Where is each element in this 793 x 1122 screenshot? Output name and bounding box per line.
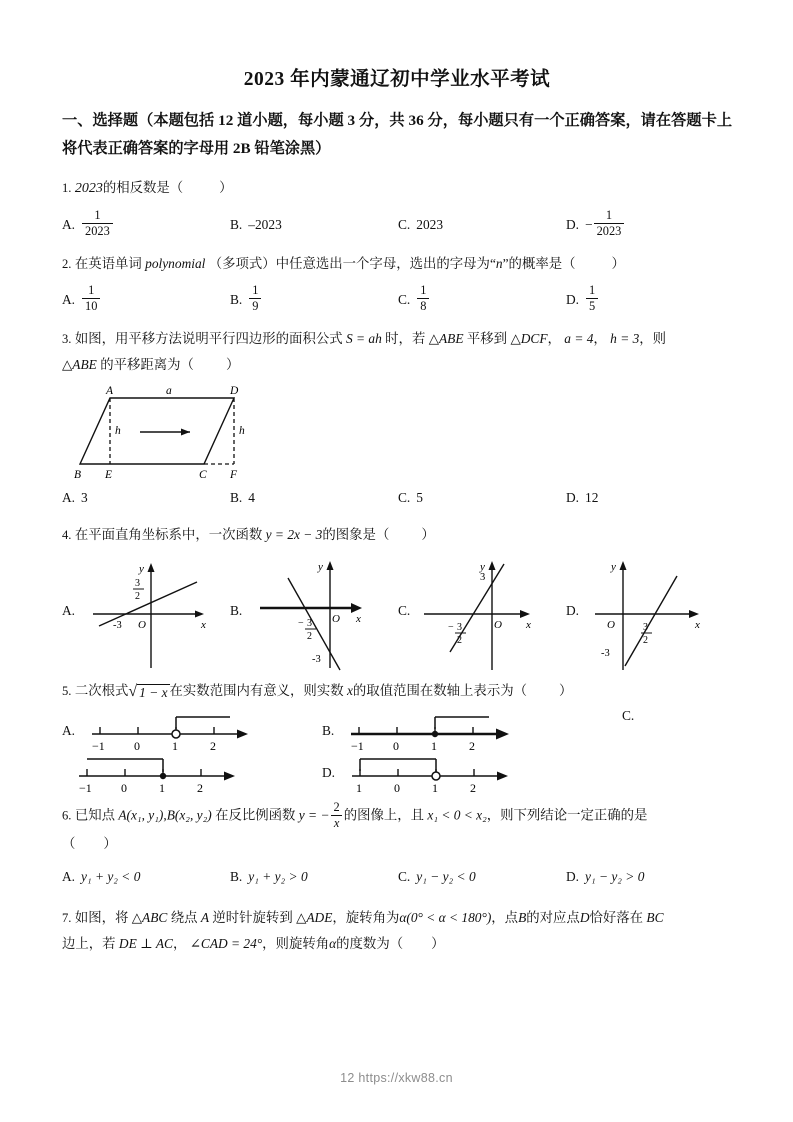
- option-d[interactable]: [566, 488, 734, 508]
- question-4-text-b: 的图象是（: [322, 527, 390, 543]
- question-6-inequality: x₁ < 0 < x₂: [427, 807, 487, 823]
- question-7-range: (0° < α < 180°): [406, 910, 492, 926]
- question-3-formula: S = ah: [345, 331, 382, 347]
- question-6-stem: [62, 802, 732, 857]
- question-7-number: 7.: [62, 911, 72, 926]
- option-a-numerator: 1: [88, 283, 95, 298]
- question-6-comma: ,: [163, 807, 167, 823]
- height-label-right: h: [239, 425, 245, 438]
- y-axis-label: y: [480, 561, 486, 574]
- option-d-numerator: 1: [605, 208, 613, 223]
- option-c-denominator: 8: [417, 298, 429, 313]
- option-a-label: A.: [62, 490, 76, 506]
- graph-option-a[interactable]: [62, 550, 230, 672]
- question-3-number: 3.: [62, 332, 72, 347]
- y-axis-label: y: [318, 561, 324, 574]
- numberline-option-d[interactable]: [322, 750, 554, 796]
- question-7-triangle-abc: △ABC: [131, 910, 168, 926]
- vertex-label-A: A: [106, 385, 114, 398]
- question-3-line-2: [62, 352, 732, 378]
- vertex-label-F: F: [230, 469, 238, 482]
- option-c[interactable]: [398, 488, 566, 508]
- option-d-numerator: 1: [589, 283, 596, 298]
- option-a-label: A.: [62, 291, 76, 307]
- question-7-alpha: α: [399, 910, 407, 926]
- y-intercept-label: 3: [480, 572, 486, 584]
- question-6-point-a: A(x₁, y₁): [118, 807, 164, 823]
- y-intercept-label: -3: [312, 654, 322, 666]
- tick-label-1b: 1: [432, 781, 439, 796]
- question-4-number: 4.: [62, 528, 72, 543]
- option-d-denominator: 2023: [594, 223, 625, 238]
- question-5-variable: x: [346, 683, 353, 699]
- graph-option-a-label: A.: [62, 603, 76, 619]
- question-3-triangle-2: △DCF: [510, 331, 548, 347]
- question-1-options: [62, 210, 732, 239]
- x-intercept-denominator: 2: [457, 635, 463, 647]
- tick-label-neg1: −1: [79, 781, 93, 796]
- question-3-triangle-1: △ABE: [428, 331, 464, 347]
- option-c-numerator: 1: [420, 283, 427, 298]
- page-title: 2023 年内蒙通辽初中学业水平考试: [243, 69, 551, 90]
- graph-option-d-label: D.: [566, 603, 580, 619]
- section-heading: 一、选择题（本题包括 12 道小题，每小题 3 分，共 36 分，每小题只有一个正确答案，请在答题卡上将代表正确答案的字母用 2B 铅笔涂黑）: [62, 112, 732, 158]
- tick-label-2: 2: [210, 739, 217, 754]
- question-4-formula: y = 2x − 3: [265, 527, 323, 543]
- question-2-text-c: ”的概率是（: [502, 256, 576, 272]
- question-6-point-b: B(x₂, y₂): [166, 807, 212, 823]
- option-b[interactable]: [230, 867, 398, 887]
- question-7-sep: ，: [172, 936, 187, 952]
- question-5-text-b: 在实数范围内有意义，则实数: [169, 683, 344, 699]
- option-c-value: y₁ − y₂ < 0: [416, 869, 476, 885]
- graph-option-b[interactable]: [230, 550, 398, 672]
- question-2-options: [62, 285, 732, 314]
- question-6-text-b: 在反比例函数: [215, 807, 296, 823]
- graph-option-c[interactable]: [398, 550, 566, 672]
- option-c-label: C.: [398, 216, 411, 232]
- question-7-angle: ∠CAD = 24°: [189, 936, 263, 952]
- tick-label-1a: 1: [356, 781, 363, 796]
- question-5-radical: [128, 684, 169, 700]
- question-3-text-d: ，则: [639, 331, 667, 347]
- option-a-value: 3: [81, 490, 88, 506]
- option-d-label: D.: [566, 216, 580, 232]
- option-d[interactable]: [566, 285, 734, 314]
- option-a[interactable]: [62, 285, 230, 314]
- question-3-figure: [62, 382, 732, 482]
- tick-label-2: 2: [470, 781, 477, 796]
- height-label-left: h: [115, 425, 121, 438]
- question-7-text-a: 如图，将: [74, 910, 129, 926]
- question-2-text-b: （多项式）中任意选出一个字母，选出的字母为“: [208, 256, 496, 272]
- question-3-a-value: a = 4: [564, 331, 594, 347]
- question-1-value: 2023: [74, 181, 103, 197]
- option-d[interactable]: [566, 867, 734, 887]
- question-4-stem: [62, 522, 732, 548]
- origin-label: O: [607, 619, 615, 632]
- question-7-text-b: 绕点: [170, 910, 198, 926]
- y-intercept-label: -3: [601, 648, 610, 660]
- graph-d-svg: [581, 550, 719, 672]
- x-intercept-numerator: 3: [457, 622, 463, 634]
- numberline-option-c-label-holder[interactable]: [622, 708, 637, 724]
- tick-label-0: 0: [393, 739, 400, 754]
- option-a[interactable]: [62, 488, 230, 508]
- option-c-label: C.: [398, 490, 411, 506]
- numberline-b-svg: [337, 708, 553, 754]
- vertex-label-B: B: [74, 469, 82, 482]
- y-axis-label: y: [611, 561, 616, 574]
- question-5-stem: [62, 678, 732, 704]
- question-7-perpendicular: DE ⊥ AC: [118, 936, 173, 952]
- option-a-fraction: [82, 209, 113, 238]
- question-3-triangle-3: △ABE: [62, 357, 97, 373]
- option-b-label: B.: [230, 216, 243, 232]
- option-b[interactable]: [230, 488, 398, 508]
- x-intercept-numerator: 3: [643, 622, 649, 634]
- y-intercept-denominator: 2: [135, 591, 141, 603]
- graph-option-d[interactable]: [566, 550, 734, 672]
- question-2-stem: [62, 251, 732, 277]
- question-3-text-a: 如图，用平移方法说明平行四边形的面积公式: [74, 331, 343, 347]
- question-7-paren-close: ）: [431, 936, 445, 952]
- question-3-line-1: [62, 326, 732, 352]
- question-5-text-c: 的取值范围在数轴上表示为（: [352, 683, 527, 699]
- question-7-text-d: ，旋转角为: [332, 910, 400, 926]
- option-d-fraction: [594, 209, 625, 238]
- question-7-text-f: 的对应点: [526, 910, 580, 926]
- option-a-value: y₁ + y₂ < 0: [81, 869, 141, 885]
- question-7-triangle-ade: △ADE: [296, 910, 333, 926]
- function-numerator: 2: [333, 800, 340, 815]
- question-3-text-c: 平移到: [466, 331, 508, 347]
- question-5-radicand: 1 − x: [139, 685, 168, 701]
- x-intercept-label: -3: [113, 620, 122, 632]
- option-b-numerator: 1: [252, 283, 259, 298]
- question-7-text-j: 的度数为（: [336, 936, 404, 952]
- option-d-denominator: 5: [586, 298, 598, 313]
- x-intercept-sign: −: [298, 618, 304, 630]
- question-1-number: 1.: [62, 181, 72, 196]
- vertex-label-D: D: [230, 385, 239, 398]
- graph-option-c-label: C.: [398, 603, 411, 619]
- option-d-label: D.: [566, 490, 580, 506]
- numberline-a-svg: [78, 708, 294, 754]
- question-6-number: 6.: [62, 808, 72, 823]
- option-c[interactable]: [398, 867, 566, 887]
- graph-c-svg: [412, 550, 550, 672]
- question-7-point-b: B: [518, 910, 527, 926]
- question-6-text-c: 的图像上，且: [343, 807, 425, 823]
- question-3-sep-2: ，: [593, 331, 607, 347]
- graph-option-b-label: B.: [230, 603, 243, 619]
- option-b-value: y₁ + y₂ > 0: [248, 869, 308, 885]
- option-c-value: 2023: [416, 216, 444, 232]
- graph-b-svg: [244, 550, 382, 672]
- tick-label-1: 1: [172, 739, 179, 754]
- question-7-text-g: 恰好落在: [589, 910, 644, 926]
- question-2-word: polynomial: [145, 256, 206, 272]
- radical-sign: √: [128, 683, 138, 701]
- numberline-option-a[interactable]: [62, 708, 322, 754]
- option-c-value: 5: [416, 490, 423, 506]
- question-7-segment-bc: BC: [646, 910, 664, 926]
- x-intercept-denominator: 2: [643, 635, 649, 647]
- question-7-stem: [62, 905, 732, 957]
- option-a[interactable]: [62, 210, 230, 239]
- question-7-text-e: ，点: [491, 910, 519, 926]
- question-5-numberline-row-2: [62, 750, 732, 796]
- option-a[interactable]: [62, 867, 230, 887]
- option-b[interactable]: [230, 285, 398, 314]
- option-c-label: C.: [398, 291, 411, 307]
- question-1-paren-close: ）: [219, 180, 233, 196]
- question-2-paren-close: ）: [611, 256, 625, 272]
- option-a-label: A.: [62, 869, 76, 885]
- origin-label: O: [494, 619, 503, 632]
- question-2-letter: n: [495, 256, 503, 272]
- question-2-number: 2.: [62, 257, 72, 272]
- question-5-numberline-row-1: [62, 708, 732, 754]
- page-content: [62, 0, 732, 957]
- option-b-label: B.: [230, 291, 243, 307]
- question-4-graph-options: [62, 550, 732, 672]
- question-1-text: 的相反数是（: [102, 180, 184, 196]
- question-7-line-2: [62, 931, 732, 957]
- numberline-d-svg: [338, 750, 554, 796]
- y-intercept-numerator: 3: [135, 578, 141, 590]
- option-c-fraction: [417, 284, 429, 313]
- tick-label-0: 0: [394, 781, 401, 796]
- origin-label: O: [332, 613, 341, 626]
- option-d-label: D.: [566, 869, 580, 885]
- page-footer: 12 https://xkw88.cn: [340, 1071, 453, 1085]
- question-7-point-a: A: [200, 910, 210, 926]
- option-a-numerator: 1: [94, 208, 101, 223]
- vertex-label-C: C: [199, 469, 207, 482]
- question-5-number: 5.: [62, 684, 72, 699]
- question-1-stem: [62, 175, 732, 202]
- numberline-option-c[interactable]: [62, 750, 322, 796]
- option-a-denominator: 10: [82, 298, 100, 313]
- numberline-c-svg: [65, 750, 281, 796]
- question-6-text-d: ，则下列结论一定正确的是: [486, 807, 648, 823]
- x-axis-label: x: [526, 619, 532, 632]
- tick-label-2: 2: [197, 781, 204, 796]
- question-2-text-a: 在英语单词: [74, 256, 142, 272]
- question-3-stem: [62, 326, 732, 378]
- option-c[interactable]: [398, 210, 566, 239]
- question-4-paren-close: ）: [421, 527, 435, 543]
- x-intercept-numerator: 3: [307, 618, 313, 630]
- question-3-text-b: 时，若: [385, 331, 426, 347]
- option-d-value: y₁ − y₂ > 0: [585, 869, 645, 885]
- question-3-options: [62, 488, 732, 508]
- question-7-text-h: 边上，若: [62, 936, 116, 952]
- side-label-a: a: [166, 385, 172, 398]
- tick-label-1: 1: [431, 739, 438, 754]
- y-axis-label: y: [139, 563, 144, 576]
- tick-label-0: 0: [121, 781, 128, 796]
- question-5-text-a: 二次根式: [74, 683, 129, 699]
- question-6-function-lead: y = −: [298, 807, 330, 823]
- origin-label: O: [138, 619, 146, 632]
- option-b-value: –2023: [248, 216, 282, 232]
- option-d-value: 12: [585, 490, 599, 506]
- question-6-text-a: 已知点: [74, 807, 115, 823]
- question-7-point-d: D: [579, 910, 590, 926]
- open-circle-marker: [432, 772, 440, 780]
- question-3-text-e: 的平移距离为（: [100, 357, 194, 373]
- option-b-fraction: [249, 284, 261, 313]
- question-3-paren-close: ）: [225, 357, 240, 373]
- closed-dot-marker: [160, 773, 166, 779]
- vertex-label-E: E: [105, 469, 113, 482]
- option-a-fraction: [82, 284, 100, 313]
- x-axis-label: x: [356, 613, 362, 626]
- open-circle-marker: [172, 730, 180, 738]
- option-a-label: A.: [62, 216, 76, 232]
- question-6-line-2: [62, 831, 732, 857]
- option-d[interactable]: [566, 210, 734, 239]
- question-4-text-a: 在平面直角坐标系中，一次函数: [74, 527, 263, 543]
- parallelogram-translation-diagram: [62, 382, 312, 482]
- option-d-sign: −: [585, 216, 593, 232]
- question-7-alpha-2: α: [329, 936, 337, 952]
- tick-label-neg1: −1: [92, 739, 105, 754]
- question-7-text-c: 逆时针旋转到: [212, 910, 293, 926]
- numberline-option-c-label: C.: [622, 708, 635, 724]
- question-6-paren-open: （: [62, 836, 76, 852]
- question-6-function-fraction: [330, 801, 342, 830]
- option-a-denominator: 2023: [82, 223, 113, 238]
- option-c[interactable]: [398, 285, 566, 314]
- tick-label-2: 2: [469, 739, 476, 754]
- tick-label-0: 0: [134, 739, 141, 754]
- numberline-option-a-label: A.: [62, 723, 76, 739]
- numberline-option-b-label: B.: [322, 723, 335, 739]
- option-c-label: C.: [398, 869, 411, 885]
- question-6-paren-close: ）: [103, 836, 117, 852]
- x-intercept-denominator: 2: [307, 631, 313, 643]
- function-denominator: x: [331, 815, 343, 830]
- question-3-h-value: h = 3: [610, 331, 640, 347]
- question-6-options: [62, 867, 732, 887]
- tick-label-neg1: −1: [351, 739, 365, 754]
- option-b-label: B.: [230, 490, 243, 506]
- numberline-option-d-label: D.: [322, 765, 336, 781]
- option-b-label: B.: [230, 869, 243, 885]
- option-d-fraction: [586, 284, 598, 313]
- x-axis-label: x: [201, 619, 206, 632]
- question-7-text-i: ，则旋转角: [262, 936, 330, 952]
- option-b-value: 4: [248, 490, 255, 506]
- question-3-sep-1: ，: [547, 331, 561, 347]
- numberline-option-b[interactable]: [322, 708, 622, 754]
- question-7-line-1: [62, 905, 732, 931]
- question-5-paren-close: ）: [559, 683, 573, 699]
- graph-a-svg: [77, 550, 215, 672]
- question-6-line-1: [62, 802, 732, 831]
- x-axis-label: x: [695, 619, 700, 632]
- tick-label-1: 1: [159, 781, 166, 796]
- closed-dot-marker: [432, 731, 438, 737]
- x-intercept-sign: −: [448, 622, 454, 634]
- option-d-label: D.: [566, 291, 580, 307]
- option-b[interactable]: [230, 210, 398, 239]
- option-b-denominator: 9: [249, 298, 261, 313]
